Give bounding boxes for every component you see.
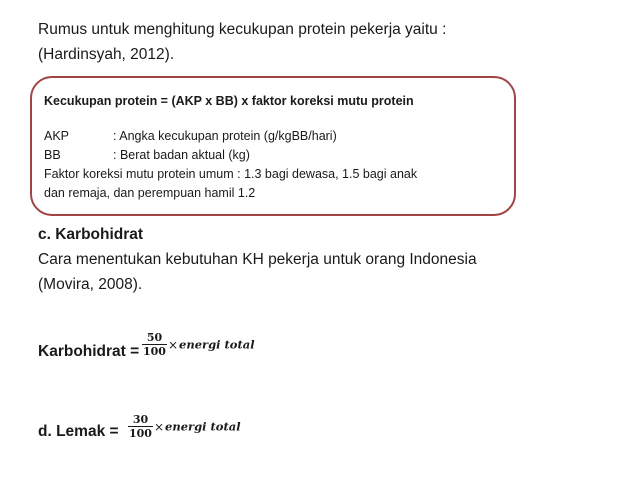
- bb-definition: : Berat badan aktual (kg): [113, 148, 250, 162]
- karbohidrat-denominator: 100: [143, 345, 166, 358]
- lemak-formula-label: d. Lemak =: [38, 423, 119, 440]
- lemak-numerator: 30: [132, 413, 149, 426]
- akp-definition: : Angka kecukupan protein (g/kgBB/hari): [113, 129, 337, 143]
- karbohidrat-fraction: [142, 331, 167, 358]
- karbohidrat-energy-term: energi total: [179, 337, 255, 352]
- faktor-koreksi-line-1: Faktor koreksi mutu protein umum : 1.3 bagi dewasa, 1.5 bagi anak: [44, 167, 418, 181]
- karbohidrat-times-sign: ×: [167, 337, 179, 352]
- karbohidrat-formula: [142, 331, 255, 358]
- karbohidrat-description-line-1: Cara menentukan kebutuhan KH pekerja untuk orang Indonesia: [38, 251, 477, 268]
- lemak-denominator: 100: [129, 427, 152, 440]
- akp-abbreviation: AKP: [44, 129, 70, 143]
- lemak-times-sign: ×: [153, 419, 165, 434]
- lemak-formula: [128, 413, 241, 440]
- protein-formula: Kecukupan protein = (AKP x BB) x faktor koreksi mutu protein: [44, 94, 414, 108]
- karbohidrat-description-line-2: (Movira, 2008).: [38, 276, 143, 293]
- intro-line-2: (Hardinsyah, 2012).: [38, 46, 175, 63]
- karbohidrat-heading: c. Karbohidrat: [38, 226, 144, 243]
- lemak-energy-term: energi total: [165, 419, 241, 434]
- intro-line-1: Rumus untuk menghitung kecukupan protein pekerja yaitu :: [38, 21, 447, 38]
- karbohidrat-numerator: 50: [146, 331, 163, 344]
- faktor-koreksi-line-2: dan remaja, dan perempuan hamil 1.2: [44, 186, 256, 200]
- bb-abbreviation: BB: [44, 148, 61, 162]
- karbohidrat-formula-label: Karbohidrat =: [38, 343, 140, 360]
- lemak-fraction: [128, 413, 153, 440]
